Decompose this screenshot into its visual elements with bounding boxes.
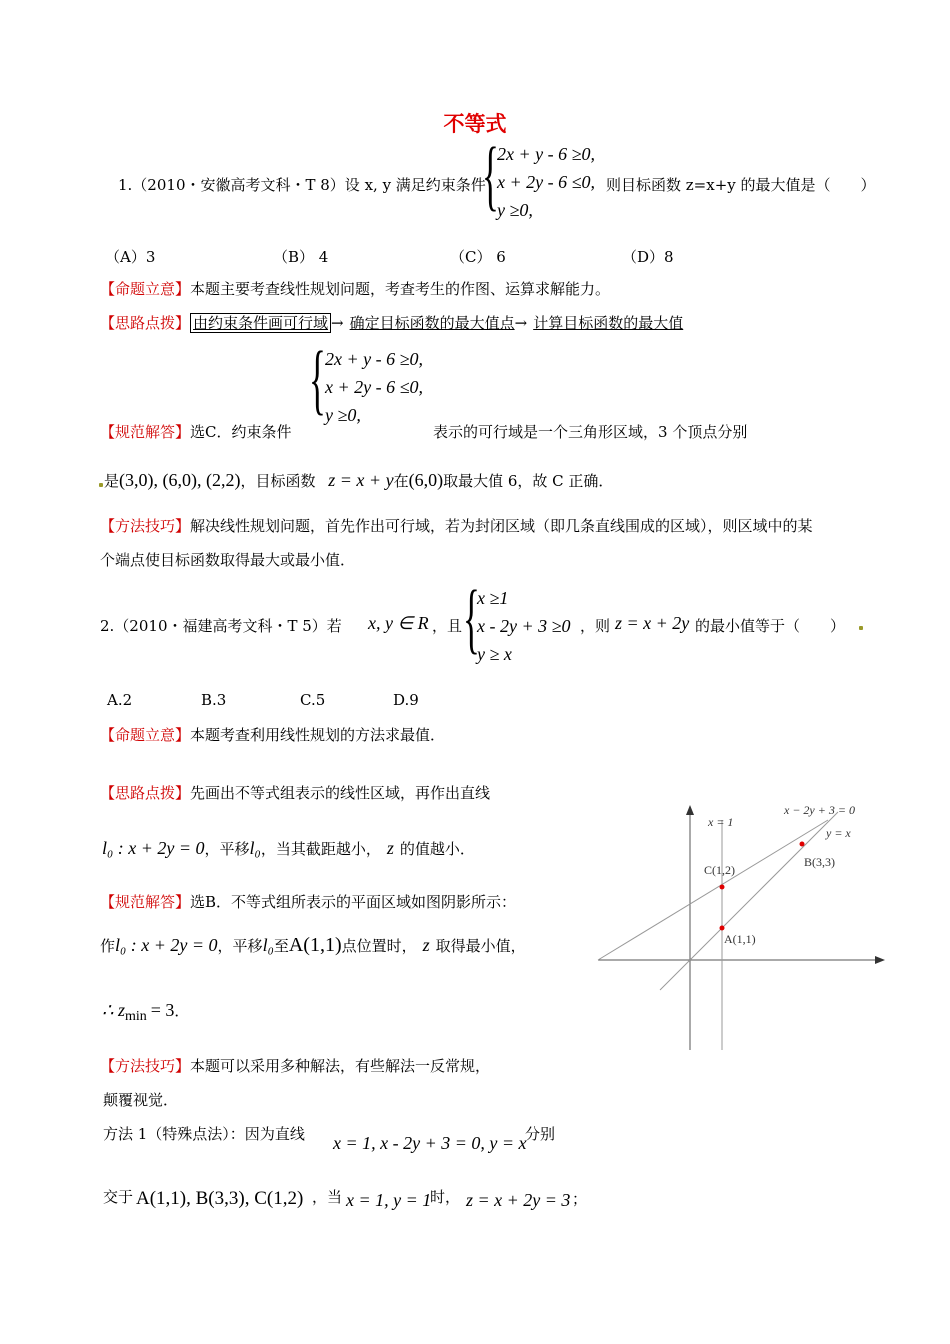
q2-guifan-tag: 【规范解答】 bbox=[100, 893, 191, 911]
point-a bbox=[720, 926, 725, 931]
label-x-eq-1: x = 1 bbox=[708, 815, 734, 829]
q2-points: A(1,1), B(3,3), C(1,2) bbox=[136, 1188, 304, 1209]
point-b bbox=[800, 842, 805, 847]
line-x-2y-3 bbox=[598, 820, 828, 960]
line-y-eq-x bbox=[660, 812, 838, 990]
q2-option-d: D.9 bbox=[393, 691, 419, 709]
q1-constraint-2: x + 2y - 6 ≤0, bbox=[497, 172, 595, 192]
q1-guifan-text2: 表示的可行域是一个三角形区域，3 个顶点分别 bbox=[433, 423, 748, 441]
q1-silu-tag: 【思路点拨】 bbox=[100, 314, 191, 332]
q1-fangfa-text1: 解决线性规划问题，首先作出可行域，若为封闭区域（即几条直线围成的区域），则区域中的某 bbox=[190, 517, 813, 535]
q1-silu-step-3: 计算目标函数的最大值 bbox=[533, 314, 684, 332]
q2-zmin-line bbox=[102, 1000, 189, 1025]
q2-eq3: = 3 bbox=[150, 1000, 175, 1020]
q2-option-a: A.2 bbox=[107, 691, 133, 709]
y-axis-arrowhead bbox=[686, 805, 694, 815]
q2-silu-tag: 【思路点拨】 bbox=[100, 784, 191, 802]
q2-jiaoyu: 交于 bbox=[103, 1188, 134, 1206]
q2-fangfa-text1: 本题可以采用多种解法，有些解法一反常规， bbox=[190, 1057, 491, 1075]
q1-silu bbox=[100, 312, 683, 333]
q2-silu-text: 先画出不等式组表示的线性区域，再作出直线 bbox=[190, 784, 491, 802]
q1-guifan-tag: 【规范解答】 bbox=[100, 423, 191, 441]
q1-fangfa-1 bbox=[100, 515, 813, 536]
q1-fangfa-text2: 个端点使目标函数取得最大或最小值． bbox=[100, 551, 356, 569]
q1-fangfa-tag: 【方法技巧】 bbox=[100, 517, 191, 535]
q1-brace-2: { bbox=[309, 335, 326, 422]
q2-l0-2: l₀ bbox=[262, 935, 274, 955]
q2-dang: ，当 bbox=[312, 1188, 343, 1206]
q1-guifan bbox=[100, 421, 292, 442]
q2-constraint-2: x - 2y + 3 ≥0 bbox=[477, 616, 571, 636]
q1-arrow-2: → bbox=[514, 314, 528, 332]
q1-line2-b: ，目标函数 bbox=[240, 472, 316, 490]
q1-option-a: （A）3 bbox=[105, 248, 156, 266]
q2-constraint-3: y ≥ x bbox=[477, 644, 512, 664]
q1-prefix: 1.（2010・安徽高考文科・T 8）设 x, y 满足约束条件 bbox=[118, 176, 486, 194]
q2-constraints bbox=[477, 584, 571, 668]
q2-silu-b: ，平移 bbox=[204, 840, 250, 858]
q1-option-c: （C） 6 bbox=[450, 248, 506, 266]
q1-option-b: （B） 4 bbox=[273, 248, 329, 266]
q2-z-2: z bbox=[422, 935, 430, 955]
q2-zhi: 至 bbox=[273, 937, 289, 955]
q1-constraint-1: 2x + y - 6 ≥0, bbox=[497, 144, 595, 164]
q2-mid: ，且 bbox=[432, 617, 463, 635]
q1-constraint2-2: x + 2y - 6 ≤0, bbox=[325, 377, 423, 397]
q2-period: ． bbox=[174, 1002, 190, 1020]
q2-silu bbox=[100, 782, 490, 803]
q2-fangfa-tag: 【方法技巧】 bbox=[100, 1057, 191, 1075]
q2-objective: z = x + 2y bbox=[615, 613, 690, 633]
q2-lines: x = 1, x - 2y + 3 = 0, y = x bbox=[333, 1133, 527, 1153]
q2-vars: x, y ∈ R bbox=[368, 613, 429, 633]
feasible-region-figure bbox=[590, 800, 890, 1060]
q2-point-a: A(1,1) bbox=[288, 934, 342, 956]
q2-when: x = 1, y = 1 bbox=[346, 1190, 432, 1210]
q2-silu-line2 bbox=[102, 838, 475, 859]
q2-prefix: 2.（2010・福建高考文科・T 5）若 bbox=[100, 617, 342, 635]
q1-mingti bbox=[100, 278, 610, 299]
q2-pingyi: ，平移 bbox=[217, 937, 263, 955]
q2-result: z = x + 2y = 3 bbox=[466, 1190, 571, 1210]
q2-mingti-text: 本题考查利用线性规划的方法求最值． bbox=[190, 726, 446, 744]
q2-l0-eq: l₀ : x + 2y = 0 bbox=[102, 838, 205, 858]
page-title: 不等式 bbox=[443, 112, 507, 136]
q2-silu-c: ，当其截距越小， bbox=[260, 840, 381, 858]
label-point-b: B(3,3) bbox=[804, 855, 835, 869]
q2-guifan bbox=[100, 891, 516, 912]
q1-objective: z = x + y bbox=[328, 470, 394, 490]
q1-mingti-tag: 【命题立意】 bbox=[100, 280, 191, 298]
q1-constraint2-3: y ≥0, bbox=[325, 405, 361, 425]
q2-mingti-tag: 【命题立意】 bbox=[100, 726, 191, 744]
q1-option-d: （D）8 bbox=[622, 248, 674, 266]
q2-zuo: 作 bbox=[100, 937, 116, 955]
q1-marker-dot bbox=[99, 483, 103, 487]
q2-then: ，则 bbox=[580, 617, 611, 635]
q1-line2-d: 取最大值 6，故 C 正确． bbox=[443, 472, 614, 490]
q2-dian: 点位置时， bbox=[341, 937, 417, 955]
q1-constraint2-1: 2x + y - 6 ≥0, bbox=[325, 349, 423, 369]
label-point-a: A(1,1) bbox=[724, 932, 756, 946]
q2-fangfa-text2: 颠覆视觉． bbox=[103, 1091, 179, 1109]
q1-constraint-3: y ≥0, bbox=[497, 200, 533, 220]
q1-constraints-2 bbox=[325, 345, 423, 429]
q1-silu-step-1: 由约束条件画可行域 bbox=[190, 313, 331, 333]
q1-silu-step-2: 确定目标函数的最大值点 bbox=[349, 314, 515, 332]
q2-brace: { bbox=[463, 574, 480, 661]
q2-option-b: B.3 bbox=[201, 691, 227, 709]
label-point-c: C(1,2) bbox=[704, 863, 735, 877]
q2-silu-d: 的值越小． bbox=[399, 840, 475, 858]
q2-shi: 时， bbox=[430, 1188, 461, 1206]
q1-point: (6,0) bbox=[408, 470, 444, 490]
x-axis-arrowhead bbox=[875, 956, 885, 964]
q2-zmin-text: 取得最小值， bbox=[435, 937, 526, 955]
q1-line2-c: 在 bbox=[393, 472, 409, 490]
label-y-eq-x: y = x bbox=[826, 826, 851, 840]
q1-constraints bbox=[497, 140, 595, 224]
q2-constraint-1: x ≥1 bbox=[477, 588, 509, 608]
point-c bbox=[720, 885, 725, 890]
q2-guifan-line2 bbox=[100, 934, 526, 957]
q2-marker-dot bbox=[859, 626, 863, 630]
q1-line2 bbox=[104, 470, 613, 491]
q1-suffix: 则目标函数 z=x+y 的最大值是（ ） bbox=[606, 176, 876, 194]
q1-guifan-text1: 选C．约束条件 bbox=[190, 423, 292, 441]
q2-min-sub: min bbox=[124, 1009, 147, 1024]
q2-suffix: 的最小值等于（ ） bbox=[695, 617, 846, 635]
q2-z: z bbox=[386, 838, 394, 858]
q2-fangfa-1 bbox=[100, 1055, 490, 1076]
q2-method1: 方法 1（特殊点法）：因为直线 bbox=[103, 1125, 305, 1143]
q2-therefore: ∴ z bbox=[102, 1000, 125, 1020]
q2-option-c: C.5 bbox=[300, 691, 326, 709]
q2-l0-eq-2: l₀ : x + 2y = 0 bbox=[115, 935, 218, 955]
q2-semi: ； bbox=[572, 1190, 588, 1208]
q2-fenbie: 分别 bbox=[525, 1125, 556, 1143]
q2-mingti bbox=[100, 724, 445, 745]
q1-line2-a: 是 bbox=[104, 472, 120, 490]
q1-brace: { bbox=[482, 131, 499, 218]
q1-vertices: (3,0), (6,0), (2,2) bbox=[119, 470, 241, 490]
label-line-x-2y-3: x − 2y + 3 = 0 bbox=[784, 803, 855, 817]
q1-mingti-text: 本题主要考查线性规划问题，考查考生的作图、运算求解能力。 bbox=[190, 280, 611, 298]
q1-arrow-1: → bbox=[331, 314, 344, 332]
q2-guifan-text: 选B．不等式组所表示的平面区域如图阴影所示： bbox=[190, 893, 517, 911]
q2-l0: l₀ bbox=[249, 838, 261, 858]
